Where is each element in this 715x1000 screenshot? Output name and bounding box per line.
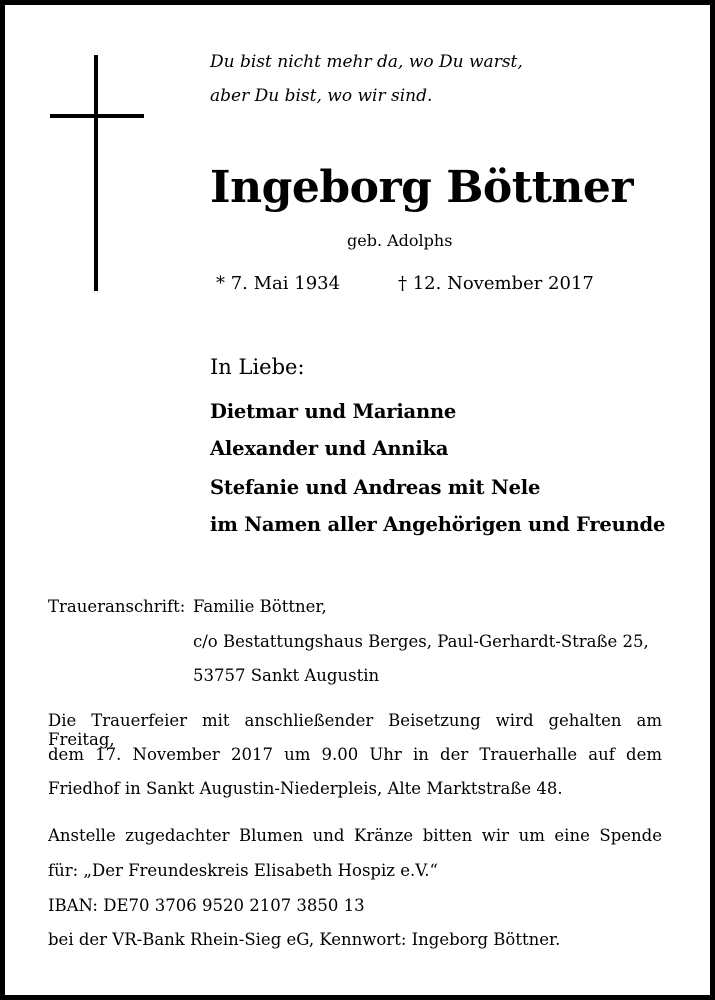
donation-paragraph (48, 861, 662, 880)
birth-date: * 7. Mai 1934 (216, 273, 341, 294)
donation-paragraph (48, 896, 662, 915)
cross-vertical-bar (94, 55, 98, 291)
quote-line-2: aber Du bist, wo wir sind. (210, 86, 433, 106)
address-line: 53757 Sankt Augustin (193, 666, 380, 685)
mourner-line: Alexander und Annika (210, 437, 449, 460)
mourner-line: Dietmar und Marianne (210, 400, 457, 423)
service-line: Friedhof in Sankt Augustin-Niederpleis, Alte Marktstraße 48. (48, 779, 563, 798)
death-date: † 12. November 2017 (398, 273, 594, 294)
donation-paragraph (48, 930, 662, 949)
mourners-intro: In Liebe: (210, 355, 305, 379)
mourner-line: Stefanie und Andreas mit Nele (210, 476, 541, 499)
service-paragraph (48, 745, 662, 764)
maiden-name: geb. Adolphs (347, 231, 453, 250)
service-line: dem 17. November 2017 um 9.00 Uhr in der Trauerhalle auf dem (48, 745, 662, 764)
address-label: Traueranschrift: (48, 597, 186, 616)
deceased-name: Ingeborg Böttner (210, 162, 634, 213)
address-line: c/o Bestattungshaus Berges, Paul-Gerhardt-Straße 25, (193, 632, 649, 651)
donation-paragraph (48, 826, 662, 845)
donation-line: bei der VR-Bank Rhein-Sieg eG, Kennwort: Ingeborg Böttner. (48, 930, 561, 949)
cross-horizontal-bar (50, 114, 144, 118)
service-line: Die Trauerfeier mit anschließender Beisetzung wird gehalten am Freitag, (48, 711, 662, 749)
mourner-line: im Namen aller Angehörigen und Freunde (210, 513, 666, 536)
service-paragraph (48, 711, 662, 749)
service-paragraph (48, 779, 662, 798)
donation-line: für: „Der Freundeskreis Elisabeth Hospiz e.V.“ (48, 861, 438, 880)
address-line: Familie Böttner, (193, 597, 327, 616)
quote-line-1: Du bist nicht mehr da, wo Du warst, (210, 52, 523, 72)
donation-line: Anstelle zugedachter Blumen und Kränze bitten wir um eine Spende (48, 826, 662, 845)
donation-line: IBAN: DE70 3706 9520 2107 3850 13 (48, 896, 365, 915)
